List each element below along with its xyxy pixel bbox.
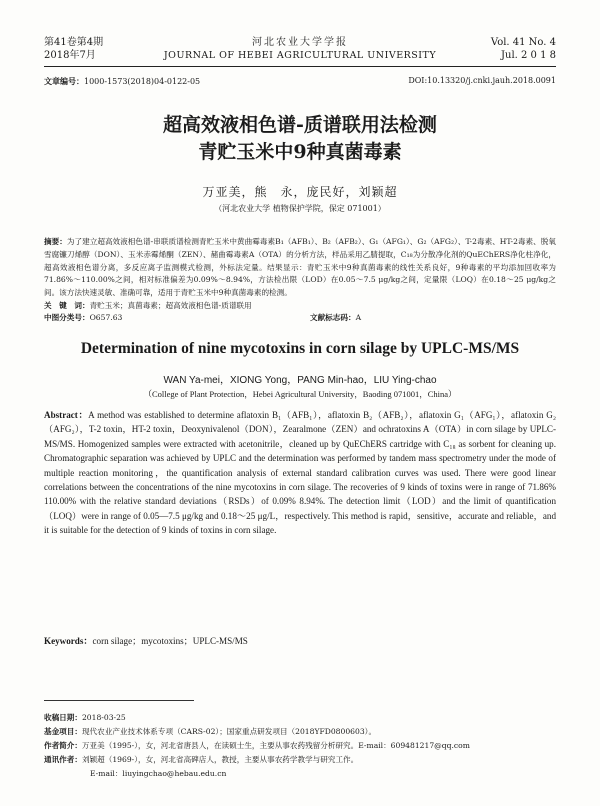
title-chinese	[0, 112, 600, 166]
footnote-corresponding: 通讯作者：刘颖超（1969-），女，河北省高碑店人，教授，主要从事农药学教学与研究工作。	[44, 755, 359, 764]
footnote-author: 作者简介：万亚美（1995-），女，河北省唐县人，在读硕士生，主要从事农药残留分析研究。E-mail：609481217@qq.com	[44, 741, 470, 750]
article-number: 文章编号：1000-1573(2018)04-0122-05	[44, 76, 201, 86]
title-chinese-line-2: 青贮玉米中9种真菌毒素	[198, 141, 402, 163]
classification	[44, 312, 556, 324]
footnote-divider	[44, 700, 194, 701]
abstract-chinese-text: 为了建立超高效液相色谱-串联质谱检测青贮玉米中黄曲霉毒素B₁（AFB₁）、B₂（AFB₂）、G₁（AFG₁）、G₂（AFG₂）、T-2毒素、HT-2毒素、脱氧雪腐镰刀烯醇（DON）、玉米赤霉烯酮（ZEN）、赭曲霉毒素A（OTA）的分析方法，样品采用乙腈提取，C₁₈为分散净化剂的QuEChERS净化柱净化，超高效液相色谱分离，多反应离子监测模式检测，外标法定量。结果显示：青贮玉米中9种真菌毒素的线性关系良好，9种毒素的平均添加回收率为71.86%～110.00%之间，相对标准偏差为0.09%～8.94%，方法检出限（LOD）在0.05～7.5 μg/kg之间，定量限（LOQ）在0.18～25 μg/kg之间。该方法快速灵敏、准确可靠，适用于青贮玉米中9种真菌毒素的检测。	[44, 237, 556, 298]
article-meta	[44, 76, 556, 87]
keywords-english	[44, 634, 556, 648]
header-divider	[44, 66, 556, 67]
journal-name-en: JOURNAL OF HEBEI AGRICULTURAL UNIVERSITY	[163, 50, 437, 61]
clc-number: 中图分类号：O657.63	[44, 313, 123, 322]
authors-chinese: 万亚美，熊 永，庞民好，刘颖超	[202, 185, 398, 199]
document-code: 文献标志码：A	[310, 313, 362, 322]
abstract-chinese-label: 摘要：	[44, 237, 67, 246]
header-issue-number: 第41卷第4期	[44, 37, 104, 48]
doi: DOI:10.13320/j.cnki.jauh.2018.0091	[408, 76, 556, 85]
footnote-email: E-mail：liuyingchao@hebau.edu.cn	[90, 769, 227, 778]
keywords-english-text: corn silage；mycotoxins；UPLC-MS/MS	[92, 636, 248, 646]
authors-english: WAN Ya-mei，XIONG Yong，PANG Min-hao，LIU Ying-chao	[163, 375, 437, 386]
footnote-received: 收稿日期：2018-03-25	[44, 713, 126, 722]
keywords-chinese-text: 青贮玉米；真菌毒素；超高效液相色谱-质谱联用	[89, 301, 252, 310]
header-issue-date: 2018年7月	[44, 50, 96, 61]
keywords-chinese	[44, 300, 556, 312]
affiliation-chinese: （河北农业大学 植物保护学院，保定 071001）	[214, 204, 386, 213]
journal-name-cn: 河北农业大学学报	[252, 37, 348, 48]
keywords-english-label: Keywords：	[44, 636, 93, 646]
affiliation-english: （College of Plant Protection，Hebei Agricultural University，Baoding 071001，China）	[143, 389, 457, 399]
abstract-chinese	[44, 236, 556, 300]
header-volume-date: Jul. 2 0 1 8	[501, 50, 556, 61]
abstract-english	[44, 408, 556, 538]
header-volume-number: Vol. 41 No. 4	[490, 37, 556, 48]
header-issue	[44, 36, 103, 62]
title-english: Determination of nine mycotoxins in corn silage by UPLC-MS/MS	[80, 340, 520, 357]
keywords-chinese-label: 关 键 词：	[44, 301, 90, 310]
header-volume	[491, 36, 556, 62]
abstract-english-label: Abstract：	[44, 410, 89, 420]
abstract-english-text: A method was established to determine aflatoxin B₁（AFB₁），aflatoxin B₂（AFB₂），aflatoxin G₁（AFG₁），aflatoxin G₂（AFG₂），T-2 toxin，HT-2 toxin，Deoxynivalenol（DON），Zearalmone（ZEN）and ochratoxins A（OTA）in corn silage by UPLC-MS/MS. Homogenized samples were extracted with acetonitrile，cleaned up by QuEChERS cartridge with C₁₈ as sorbent for cleaning up. Chromatographic separation was achieved by UPLC and the determination was performed by tandem mass spectrometry under the mode of multiple reaction monitoring，the quantification analysis of external standard calibration curves was used. There were good linear correlations between the concentrations of the nine mycotoxins in corn silage. The recoveries of 9 kinds of toxins were in range of 71.86% 110.00% with the relative standard deviations（RSDs）of 0.09% 8.94%. The detection limit（LOD）and the limit of quantification（LOQ）were in range of 0.05—7.5 μg/kg and 0.18～25 μg/L，respectively. This method is rapid，sensitive，accurate and reliable，and it is suitable for the detection of 9 kinds of toxins in corn silage.	[44, 410, 556, 536]
footnote-funding: 基金项目：现代农业产业技术体系专项（CARS-02）；国家重点研发项目（2018YFD0800603）。	[44, 727, 377, 736]
header-journal	[150, 36, 450, 62]
title-chinese-line-1: 超高效液相色谱-质谱联用法检测	[163, 114, 437, 136]
